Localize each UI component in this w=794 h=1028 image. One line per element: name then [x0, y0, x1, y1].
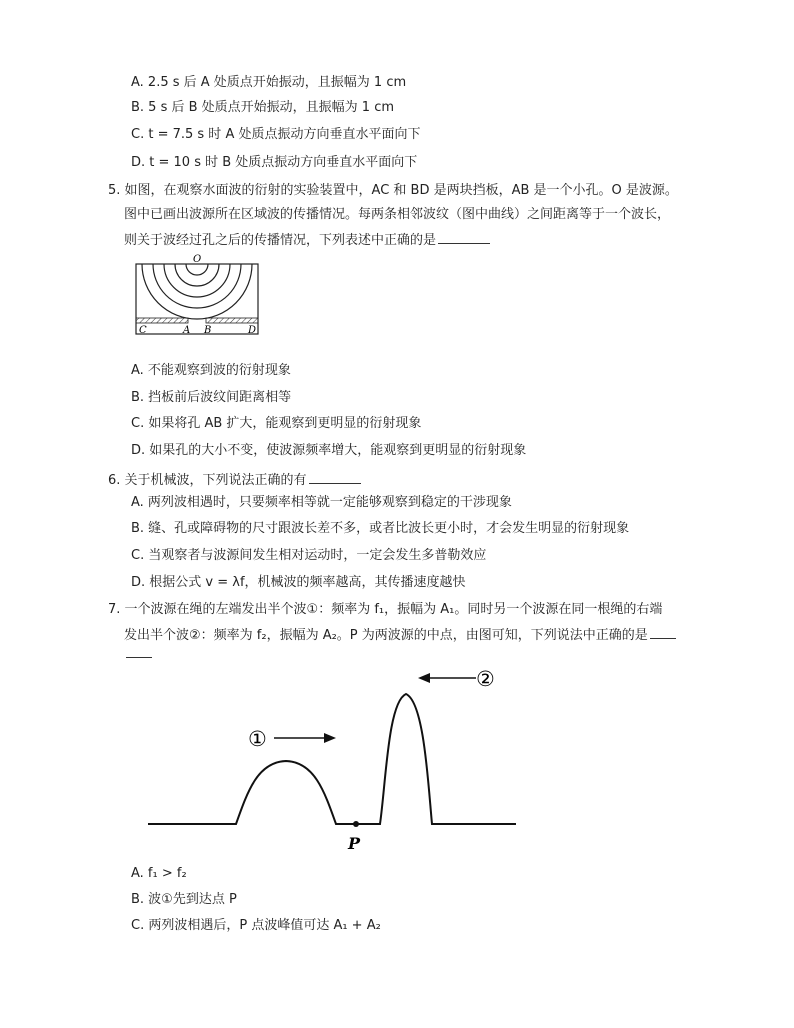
q7-option-a: A. f₁ > f₂ [131, 866, 187, 881]
q4-option-a: A. 2.5 s 后 A 处质点开始振动，且振幅为 1 cm [131, 75, 407, 90]
q5-stem-line-3: 则关于波经过孔之后的传播情况，下列表述中正确的是 [124, 230, 490, 250]
q7-stem-line-1: 7. 一个波源在绳的左端发出半个波①：频率为 f₁，振幅为 A₁。同时另一个波源在同一根绳的右端 [108, 602, 663, 617]
q4-option-d: D. t = 10 s 时 B 处质点振动方向垂直水平面向下 [131, 155, 418, 170]
q7-option-c: C. 两列波相遇后，P 点波峰值可达 A₁ + A₂ [131, 918, 381, 933]
label-wave-2: ② [476, 667, 495, 691]
q5-diffraction-figure [131, 252, 263, 338]
q7-rope-wave-figure [140, 662, 520, 858]
q4-option-b: B. 5 s 后 B 处质点开始振动，且振幅为 1 cm [131, 100, 395, 115]
rope-with-pulses [148, 694, 516, 824]
label-c: C [139, 325, 147, 336]
wave-front-5 [142, 264, 252, 319]
barrier-ac [136, 318, 188, 323]
point-p-dot [353, 821, 359, 827]
barrier-bd [206, 318, 258, 323]
q5-option-d: D. 如果孔的大小不变，使波源频率增大，能观察到更明显的衍射现象 [131, 443, 527, 458]
wave-front-1 [186, 264, 208, 275]
label-o: O [193, 254, 202, 265]
q6-option-c: C. 当观察者与波源间发生相对运动时，一定会发生多普勒效应 [131, 548, 487, 563]
q6-option-a: A. 两列波相遇时，只要频率相等就一定能够观察到稳定的干涉现象 [131, 495, 512, 510]
arrow-wave-1-head [324, 733, 336, 743]
arrow-wave-2-head [418, 673, 430, 683]
q5-option-a: A. 不能观察到波的衍射现象 [131, 363, 291, 378]
q5-stem-line-1: 5. 如图，在观察水面波的衍射的实验装置中，AC 和 BD 是两块挡板，AB 是一个小孔。O 是波源。 [108, 183, 678, 198]
q6-stem: 6. 关于机械波，下列说法正确的有 [108, 470, 361, 490]
answer-blank-continued [126, 644, 152, 658]
label-p: P [348, 834, 361, 853]
answer-blank [438, 230, 490, 244]
q5-stem-line-2: 图中已画出波源所在区域波的传播情况。每两条相邻波纹（图中曲线）之间距离等于一个波长， [124, 207, 671, 222]
answer-blank [309, 470, 361, 484]
q6-option-d: D. 根据公式 v = λf，机械波的频率越高，其传播速度越快 [131, 575, 466, 590]
label-b: B [204, 325, 212, 336]
q4-option-c: C. t = 7.5 s 时 A 处质点振动方向垂直水平面向下 [131, 127, 421, 142]
label-d: D [248, 325, 257, 336]
q7-stem-line-2: 发出半个波②：频率为 f₂，振幅为 A₂。P 为两波源的中点，由图可知，下列说法中正确的是 [124, 625, 676, 645]
label-wave-1: ① [248, 727, 267, 751]
q6-option-b: B. 缝、孔或障碍物的尺寸跟波长差不多，或者比波长更小时，才会发生明显的衍射现象 [131, 521, 630, 536]
q5-option-c: C. 如果将孔 AB 扩大，能观察到更明显的衍射现象 [131, 416, 422, 431]
q5-option-b: B. 挡板前后波纹间距离相等 [131, 390, 292, 405]
q7-stem-blank-continuation [124, 644, 152, 664]
q7-option-b: B. 波①先到达点 P [131, 892, 237, 907]
label-a: A [183, 325, 191, 336]
wave-front-3 [164, 264, 230, 297]
answer-blank [650, 625, 676, 639]
